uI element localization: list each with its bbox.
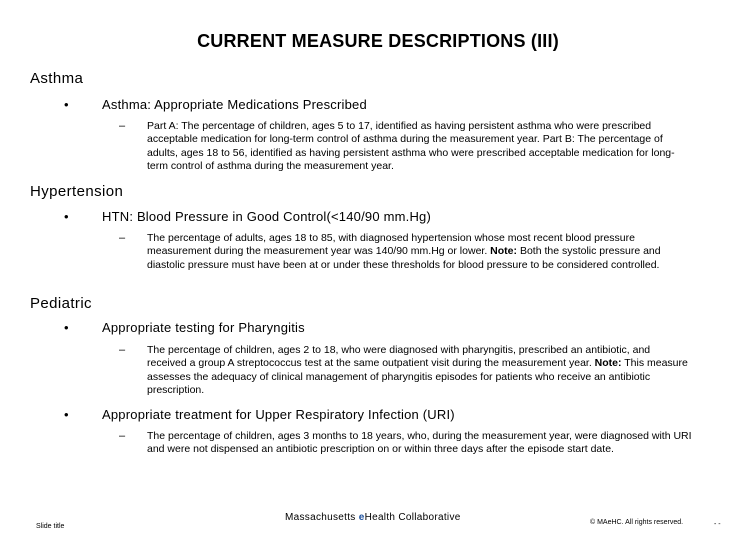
bullet-asthma-medications: Asthma: Appropriate Medications Prescribed (102, 97, 367, 112)
section-heading-hypertension: Hypertension (30, 183, 124, 200)
section-heading-asthma: Asthma (30, 70, 84, 87)
page-title: CURRENT MEASURE DESCRIPTIONS (III) (197, 31, 559, 51)
footer-copyright: © MAeHC. All rights reserved. (590, 519, 684, 526)
dash-icon: – (119, 430, 126, 442)
bullet-icon: • (64, 97, 69, 112)
dash-icon: – (119, 232, 126, 244)
bullet-icon: • (64, 407, 69, 422)
bullet-pharyngitis-testing: Appropriate testing for Pharyngitis (102, 320, 305, 335)
dash-icon: – (119, 344, 126, 356)
footer-page-number: - - (714, 521, 721, 528)
sub-htn-description: The percentage of adults, ages 18 to 85, with diagnosed hypertension whose most recent blood pressure measurement during the measurement year was 140/90 mm.Hg or lower. Note: Both the systolic pressure and diastolic pressure must have been at or under these thresholds for blood pressure to be considered controlled. (147, 232, 661, 271)
footer-slide-title: Slide title (36, 523, 65, 530)
bullet-htn-blood-pressure: HTN: Blood Pressure in Good Control(<140/90 mm.Hg) (102, 209, 431, 224)
sub-pharyngitis-description: The percentage of children, ages 2 to 18, who were diagnosed with pharyngitis, prescribed an antibiotic, and received a group A streptococcus test at the same outpatient visit during the measurement year. Note: This measure assesses the adequacy of clinical management of pharyngitis episodes for patients who receive an antibiotic prescription. (147, 344, 688, 397)
bullet-uri-treatment: Appropriate treatment for Upper Respiratory Infection (URI) (102, 407, 455, 422)
sub-uri-description: The percentage of children, ages 3 months to 18 years, who, during the measurement year, were diagnosed with URI and were not dispensed an antibiotic prescription on or within three days after the episode start date. (147, 430, 692, 456)
bullet-icon: • (64, 209, 69, 224)
footer-org-logo: Massachusetts eHealth Collaborative (285, 512, 461, 523)
dash-icon: – (119, 120, 126, 132)
section-heading-pediatric: Pediatric (30, 295, 92, 312)
sub-asthma-description: Part A: The percentage of children, ages 5 to 17, identified as having persistent asthma who were prescribed acceptable medication for long-term control of asthma during the measurement year. Part B: The percentage of adults, ages 18 to 56, identified as having persistent asthma who were prescribed acceptable medication for long-term control of asthma during the measurement year. (147, 120, 675, 173)
bullet-icon: • (64, 320, 69, 335)
